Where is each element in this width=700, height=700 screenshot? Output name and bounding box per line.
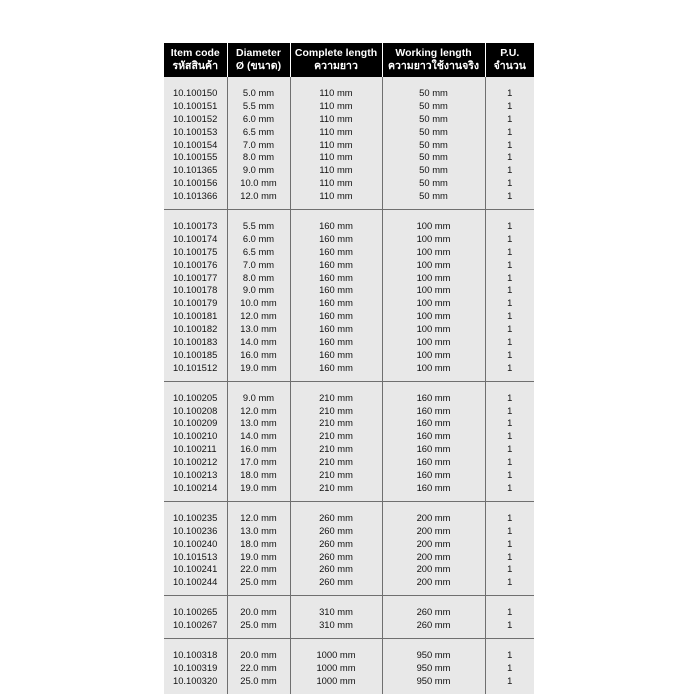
- item-code-value: 10.100236: [173, 524, 218, 536]
- diameter-value: 6.5 mm: [242, 125, 275, 137]
- complete-length-value: 210 mm: [319, 417, 353, 429]
- complete-length-cell: [290, 596, 382, 639]
- pu-value: 1: [507, 284, 513, 296]
- item-code-value: 10.100210: [173, 430, 218, 442]
- header-diameter-th: Ø (ขนาด): [235, 60, 282, 72]
- complete-length-value: 160 mm: [319, 258, 353, 270]
- pu-value: 1: [507, 430, 513, 442]
- complete-length-cell: [290, 210, 382, 382]
- spec-table: [164, 43, 534, 694]
- working-length-value: 100 mm: [416, 336, 451, 348]
- item-code-value: 10.100154: [173, 138, 218, 150]
- diameter-value: 19.0 mm: [240, 481, 277, 493]
- pu-value: 1: [507, 271, 513, 283]
- pu-value: 1: [507, 297, 513, 309]
- item-code-value: 10.100150: [173, 87, 218, 98]
- complete-length-value: 260 mm: [319, 511, 353, 523]
- pu-value: 1: [507, 361, 513, 373]
- diameter-value: 5.5 mm: [242, 220, 275, 232]
- header-working-length-th: ความยาวใช้งานจริง: [387, 60, 480, 72]
- diameter-value: 6.5 mm: [242, 245, 275, 257]
- complete-length-value: 160 mm: [319, 220, 353, 232]
- diameter-value: 25.0 mm: [240, 619, 277, 631]
- pu-value: 1: [507, 550, 513, 562]
- item-code-value: 10.100235: [173, 511, 218, 523]
- diameter-value: 19.0 mm: [240, 550, 277, 562]
- complete-length-value: 110 mm: [319, 112, 353, 124]
- pu-value: 1: [507, 125, 513, 137]
- item-code-cell: [164, 210, 227, 382]
- table-group-row: [164, 210, 534, 382]
- working-length-value: 100 mm: [416, 310, 451, 322]
- item-code-value: 10.100265: [173, 606, 218, 618]
- pu-value: 1: [507, 323, 513, 335]
- complete-length-value: 260 mm: [319, 576, 353, 588]
- diameter-value: 8.0 mm: [242, 151, 275, 163]
- pu-value: 1: [507, 112, 513, 124]
- item-code-value: 10.100244: [173, 576, 218, 588]
- complete-length-cell: [290, 501, 382, 595]
- diameter-cell: [227, 596, 290, 639]
- diameter-value: 20.0 mm: [240, 648, 277, 660]
- complete-length-value: 160 mm: [319, 323, 353, 335]
- item-code-value: 10.100175: [173, 245, 218, 257]
- diameter-value: 6.0 mm: [242, 232, 275, 244]
- working-length-value: 50 mm: [419, 99, 448, 111]
- diameter-value: 10.0 mm: [240, 297, 277, 309]
- diameter-value: 7.0 mm: [242, 258, 275, 270]
- working-length-cell: [382, 210, 485, 382]
- complete-length-value: 160 mm: [319, 348, 353, 360]
- working-length-value: 100 mm: [416, 361, 451, 373]
- item-code-value: 10.100241: [173, 563, 218, 575]
- diameter-value: 13.0 mm: [240, 524, 277, 536]
- complete-length-value: 260 mm: [319, 550, 353, 562]
- working-length-value: 50 mm: [419, 177, 448, 189]
- diameter-cell: [227, 638, 290, 693]
- header-complete-length-en: Complete length: [294, 47, 378, 59]
- table-group-row: [164, 501, 534, 595]
- working-length-cell: [382, 638, 485, 693]
- diameter-value: 14.0 mm: [240, 430, 277, 442]
- complete-length-value: 1000 mm: [316, 661, 356, 673]
- pu-value: 1: [507, 404, 513, 416]
- diameter-value: 8.0 mm: [242, 271, 275, 283]
- item-code-cell: [164, 381, 227, 501]
- diameter-value: 5.0 mm: [242, 87, 275, 98]
- diameter-value: 13.0 mm: [240, 323, 277, 335]
- complete-length-value: 160 mm: [319, 336, 353, 348]
- complete-length-value: 160 mm: [319, 297, 353, 309]
- working-length-value: 950 mm: [416, 648, 451, 660]
- working-length-value: 950 mm: [416, 674, 451, 686]
- complete-length-value: 210 mm: [319, 456, 353, 468]
- pu-value: 1: [507, 99, 513, 111]
- pu-cell: [485, 501, 534, 595]
- pu-value: 1: [507, 511, 513, 523]
- working-length-value: 100 mm: [416, 220, 451, 232]
- pu-value: 1: [507, 537, 513, 549]
- complete-length-value: 210 mm: [319, 391, 353, 403]
- table-body: [164, 77, 534, 694]
- working-length-value: 160 mm: [416, 443, 451, 455]
- working-length-value: 50 mm: [419, 125, 448, 137]
- pu-value: 1: [507, 417, 513, 429]
- working-length-value: 50 mm: [419, 112, 448, 124]
- item-code-value: 10.100208: [173, 404, 218, 416]
- working-length-value: 160 mm: [416, 469, 451, 481]
- pu-cell: [485, 638, 534, 693]
- table-group-row: [164, 638, 534, 693]
- working-length-value: 50 mm: [419, 164, 448, 176]
- item-code-value: 10.100177: [173, 271, 218, 283]
- complete-length-value: 210 mm: [319, 404, 353, 416]
- pu-value: 1: [507, 164, 513, 176]
- diameter-value: 9.0 mm: [242, 284, 275, 296]
- item-code-value: 10.100153: [173, 125, 218, 137]
- item-code-value: 10.100213: [173, 469, 218, 481]
- pu-value: 1: [507, 190, 513, 202]
- header-pu-th: จำนวน: [493, 60, 526, 72]
- table-group-row: [164, 77, 534, 210]
- item-code-value: 10.100214: [173, 481, 218, 493]
- working-length-value: 100 mm: [416, 323, 451, 335]
- item-code-value: 10.100318: [173, 648, 218, 660]
- complete-length-cell: [290, 77, 382, 210]
- pu-value: 1: [507, 606, 513, 618]
- pu-value: 1: [507, 469, 513, 481]
- item-code-value: 10.101512: [173, 361, 218, 373]
- item-code-value: 10.100155: [173, 151, 218, 163]
- pu-value: 1: [507, 336, 513, 348]
- item-code-value: 10.100176: [173, 258, 218, 270]
- working-length-cell: [382, 381, 485, 501]
- pu-value: 1: [507, 348, 513, 360]
- working-length-value: 160 mm: [416, 417, 451, 429]
- diameter-value: 16.0 mm: [240, 443, 277, 455]
- working-length-value: 50 mm: [419, 190, 448, 202]
- diameter-value: 12.0 mm: [240, 404, 277, 416]
- item-code-value: 10.100267: [173, 619, 218, 631]
- working-length-value: 50 mm: [419, 138, 448, 150]
- item-code-value: 10.100173: [173, 220, 218, 232]
- diameter-cell: [227, 77, 290, 210]
- table-group-row: [164, 381, 534, 501]
- diameter-value: 14.0 mm: [240, 336, 277, 348]
- working-length-value: 100 mm: [416, 348, 451, 360]
- working-length-value: 200 mm: [416, 563, 451, 575]
- working-length-value: 200 mm: [416, 537, 451, 549]
- diameter-value: 20.0 mm: [240, 606, 277, 618]
- diameter-value: 18.0 mm: [240, 469, 277, 481]
- diameter-cell: [227, 210, 290, 382]
- diameter-cell: [227, 381, 290, 501]
- complete-length-value: 210 mm: [319, 469, 353, 481]
- complete-length-value: 160 mm: [319, 245, 353, 257]
- pu-value: 1: [507, 220, 513, 232]
- header-pu-en: P.U.: [500, 47, 520, 59]
- pu-value: 1: [507, 443, 513, 455]
- pu-value: 1: [507, 524, 513, 536]
- pu-value: 1: [507, 391, 513, 403]
- working-length-value: 160 mm: [416, 404, 451, 416]
- complete-length-value: 110 mm: [319, 138, 353, 150]
- complete-length-value: 310 mm: [319, 606, 353, 618]
- diameter-value: 25.0 mm: [240, 576, 277, 588]
- complete-length-value: 110 mm: [319, 151, 353, 163]
- complete-length-value: 110 mm: [319, 125, 353, 137]
- pu-cell: [485, 596, 534, 639]
- header-diameter-en: Diameter: [236, 47, 281, 59]
- complete-length-value: 210 mm: [319, 481, 353, 493]
- diameter-value: 9.0 mm: [242, 391, 275, 403]
- working-length-value: 200 mm: [416, 524, 451, 536]
- diameter-value: 12.0 mm: [240, 511, 277, 523]
- complete-length-value: 110 mm: [319, 99, 353, 111]
- pu-cell: [485, 210, 534, 382]
- diameter-value: 22.0 mm: [240, 563, 277, 575]
- complete-length-value: 1000 mm: [316, 674, 356, 686]
- complete-length-value: 110 mm: [319, 164, 353, 176]
- diameter-value: 19.0 mm: [240, 361, 277, 373]
- table-group-row: [164, 596, 534, 639]
- pu-value: 1: [507, 563, 513, 575]
- pu-value: 1: [507, 87, 513, 98]
- item-code-value: 10.100209: [173, 417, 218, 429]
- header-working-length: [382, 43, 485, 77]
- complete-length-value: 210 mm: [319, 443, 353, 455]
- pu-value: 1: [507, 310, 513, 322]
- working-length-value: 50 mm: [419, 87, 448, 98]
- item-code-cell: [164, 638, 227, 693]
- pu-value: 1: [507, 619, 513, 631]
- pu-value: 1: [507, 674, 513, 686]
- pu-value: 1: [507, 456, 513, 468]
- complete-length-value: 160 mm: [319, 271, 353, 283]
- item-code-value: 10.100156: [173, 177, 218, 189]
- working-length-cell: [382, 596, 485, 639]
- diameter-cell: [227, 501, 290, 595]
- item-code-value: 10.101366: [173, 190, 218, 202]
- working-length-cell: [382, 77, 485, 210]
- complete-length-value: 260 mm: [319, 537, 353, 549]
- pu-value: 1: [507, 245, 513, 257]
- item-code-cell: [164, 501, 227, 595]
- complete-length-value: 260 mm: [319, 563, 353, 575]
- diameter-value: 10.0 mm: [240, 177, 277, 189]
- item-code-value: 10.100183: [173, 336, 218, 348]
- working-length-value: 100 mm: [416, 232, 451, 244]
- header-item-code-en: Item code: [170, 47, 220, 59]
- header-pu: [485, 43, 534, 77]
- working-length-value: 260 mm: [416, 606, 451, 618]
- pu-value: 1: [507, 232, 513, 244]
- pu-value: 1: [507, 138, 513, 150]
- item-code-value: 10.101513: [173, 550, 218, 562]
- diameter-value: 25.0 mm: [240, 674, 277, 686]
- item-code-value: 10.100151: [173, 99, 218, 111]
- item-code-value: 10.100211: [173, 443, 217, 455]
- working-length-value: 100 mm: [416, 271, 451, 283]
- item-code-cell: [164, 77, 227, 210]
- working-length-value: 100 mm: [416, 284, 451, 296]
- diameter-value: 6.0 mm: [242, 112, 275, 124]
- working-length-value: 200 mm: [416, 576, 451, 588]
- header-item-code-th: รหัสสินค้า: [172, 60, 218, 72]
- item-code-value: 10.100212: [173, 456, 218, 468]
- working-length-value: 100 mm: [416, 245, 451, 257]
- complete-length-value: 160 mm: [319, 284, 353, 296]
- header-working-length-en: Working length: [395, 47, 472, 59]
- complete-length-value: 210 mm: [319, 430, 353, 442]
- item-code-value: 10.101365: [173, 164, 218, 176]
- pu-cell: [485, 77, 534, 210]
- item-code-value: 10.100185: [173, 348, 218, 360]
- working-length-value: 200 mm: [416, 511, 451, 523]
- diameter-value: 5.5 mm: [242, 99, 275, 111]
- complete-length-value: 110 mm: [319, 177, 353, 189]
- pu-value: 1: [507, 648, 513, 660]
- working-length-value: 200 mm: [416, 550, 451, 562]
- complete-length-value: 310 mm: [319, 619, 353, 631]
- diameter-value: 12.0 mm: [240, 190, 277, 202]
- item-code-value: 10.100240: [173, 537, 218, 549]
- diameter-value: 9.0 mm: [242, 164, 275, 176]
- header-item-code: [164, 43, 227, 77]
- complete-length-value: 160 mm: [319, 361, 353, 373]
- diameter-value: 13.0 mm: [240, 417, 277, 429]
- complete-length-value: 110 mm: [319, 87, 353, 98]
- working-length-value: 160 mm: [416, 430, 451, 442]
- working-length-value: 260 mm: [416, 619, 451, 631]
- pu-value: 1: [507, 177, 513, 189]
- complete-length-cell: [290, 381, 382, 501]
- working-length-value: 160 mm: [416, 481, 451, 493]
- pu-value: 1: [507, 151, 513, 163]
- item-code-value: 10.100174: [173, 232, 218, 244]
- item-code-value: 10.100179: [173, 297, 218, 309]
- item-code-value: 10.100178: [173, 284, 218, 296]
- item-code-cell: [164, 596, 227, 639]
- header-diameter: [227, 43, 290, 77]
- working-length-value: 950 mm: [416, 661, 451, 673]
- diameter-value: 12.0 mm: [240, 310, 277, 322]
- header-complete-length: [290, 43, 382, 77]
- diameter-value: 22.0 mm: [240, 661, 277, 673]
- working-length-value: 160 mm: [416, 456, 451, 468]
- complete-length-value: 160 mm: [319, 310, 353, 322]
- spec-table-container: [164, 43, 534, 694]
- diameter-value: 18.0 mm: [240, 537, 277, 549]
- complete-length-value: 1000 mm: [316, 648, 356, 660]
- diameter-value: 17.0 mm: [240, 456, 277, 468]
- complete-length-value: 110 mm: [319, 190, 353, 202]
- table-header: [164, 43, 534, 77]
- item-code-value: 10.100320: [173, 674, 218, 686]
- item-code-value: 10.100182: [173, 323, 218, 335]
- working-length-cell: [382, 501, 485, 595]
- item-code-value: 10.100181: [173, 310, 218, 322]
- item-code-value: 10.100205: [173, 391, 218, 403]
- item-code-value: 10.100319: [173, 661, 218, 673]
- pu-value: 1: [507, 576, 513, 588]
- pu-cell: [485, 381, 534, 501]
- item-code-value: 10.100152: [173, 112, 218, 124]
- working-length-value: 100 mm: [416, 258, 451, 270]
- header-complete-length-th: ความยาว: [314, 60, 358, 72]
- working-length-value: 160 mm: [416, 391, 451, 403]
- diameter-value: 7.0 mm: [242, 138, 275, 150]
- pu-value: 1: [507, 481, 513, 493]
- pu-value: 1: [507, 661, 513, 673]
- pu-value: 1: [507, 258, 513, 270]
- working-length-value: 100 mm: [416, 297, 451, 309]
- working-length-value: 50 mm: [419, 151, 448, 163]
- complete-length-value: 260 mm: [319, 524, 353, 536]
- complete-length-value: 160 mm: [319, 232, 353, 244]
- complete-length-cell: [290, 638, 382, 693]
- diameter-value: 16.0 mm: [240, 348, 277, 360]
